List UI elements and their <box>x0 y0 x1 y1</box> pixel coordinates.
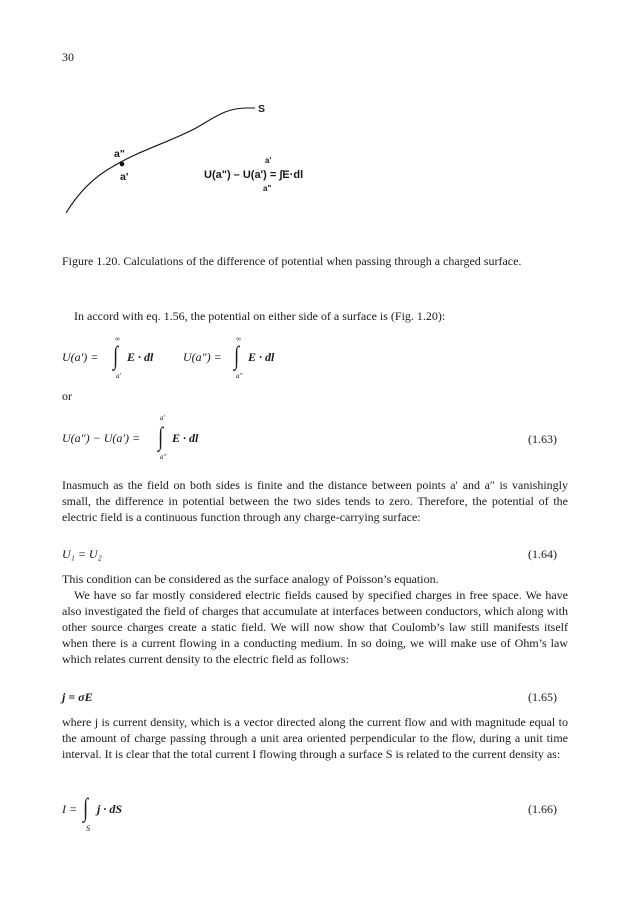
integral-sign: ∫ <box>234 341 240 370</box>
paragraph-poisson: This condition can be considered as the surface analogy of Poisson’s equation. <box>62 572 439 586</box>
eq163-integrand: E · dl <box>172 431 199 445</box>
paragraph-continuity: Inasmuch as the field on both sides is finite and the distance between points a′ and a″ is vanishingly small, the difference in potential between the two sides tends to zero. Therefore, the potential of the electric field is a continuous function through any charge-carrying surface: <box>62 478 568 524</box>
figure-charged-surface <box>0 0 622 250</box>
integral-sign: ∫ <box>158 422 164 451</box>
surface-curve <box>66 108 255 213</box>
paragraph-current-density: where j is current density, which is a vector directed along the current flow and with magnitude equal to the amount of charge passing through a unit area oriented perpendicular to the flow, during a unit time interval. It is clear that the total current I flowing through a surface S is related to the current density as: <box>62 715 568 761</box>
eq163-upper: a′ <box>160 414 166 422</box>
label-s: S <box>258 103 266 115</box>
eq163-lhs: U(a″) − U(a′) = <box>62 431 141 445</box>
eq165: j = σE <box>62 690 93 704</box>
eq-left-lower: a′ <box>116 372 122 380</box>
eq-left-upper: ∞ <box>115 335 120 343</box>
paragraph-ohms-law: We have so far mostly considered electric fields caused by specified charges in free space. We have also investigated the field of charges that accumulate at interfaces between conductors, which along with other source charges create a static field. We will now show that Coulomb’s law still manifests itself when there is a current flowing in a conducting medium. In so doing, we will make use of Ohm’s law which relates current density to the electric field as follows: <box>62 588 568 666</box>
surface-curve-diagram <box>0 0 622 250</box>
eq164: U₁ = U₂ <box>62 547 102 561</box>
eq163-number: (1.63) <box>528 432 557 446</box>
point-marker <box>120 162 125 167</box>
figure-caption: Figure 1.20. Calculations of the difference of potential when passing through a charged surface. <box>62 254 522 268</box>
eq-right-integrand: E · dl <box>248 350 275 364</box>
eq166-integrand: j · dS <box>97 802 123 816</box>
label-a-double-prime: a" <box>114 148 125 160</box>
integral-sign: ∫ <box>83 793 89 822</box>
eq166-number: (1.66) <box>528 802 557 816</box>
formula-upper-limit: a' <box>265 156 272 165</box>
paragraph-intro: In accord with eq. 1.56, the potential on either side of a surface is (Fig. 1.20): <box>74 309 446 323</box>
or-text: or <box>62 389 72 403</box>
eq-right-lhs: U(a″) = <box>183 350 222 364</box>
eq-right-upper: ∞ <box>236 335 241 343</box>
figure-formula: U(a") – U(a') = ∫E·dl <box>204 169 304 181</box>
page-number: 30 <box>62 50 74 64</box>
integral-sign: ∫ <box>113 341 119 370</box>
eq166-lower: S <box>86 824 90 833</box>
formula-lower-limit: a" <box>263 184 272 193</box>
label-a-prime: a' <box>120 171 129 183</box>
eq166-lhs: I = <box>62 802 78 816</box>
eq164-number: (1.64) <box>528 547 557 561</box>
eq165-number: (1.65) <box>528 690 557 704</box>
eq-left-lhs: U(a′) = <box>62 350 99 364</box>
eq-right-lower: a″ <box>236 372 243 380</box>
eq-left-integrand: E · dl <box>127 350 154 364</box>
eq163-lower: a″ <box>160 453 167 461</box>
